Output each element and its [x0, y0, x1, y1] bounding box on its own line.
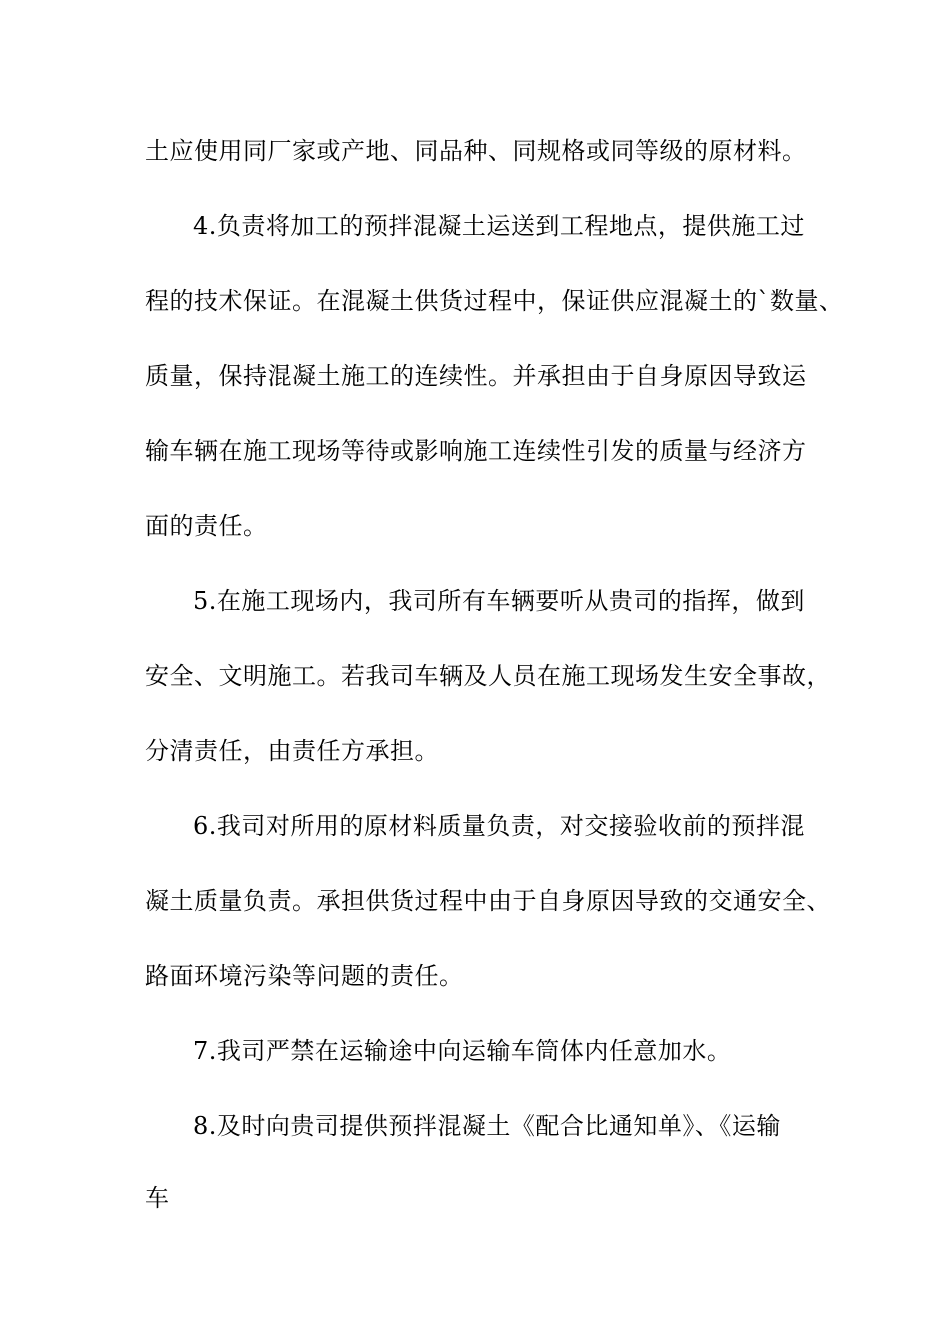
paragraph-line: 分清责任，由责任方承担。 [145, 737, 439, 765]
paragraph-line: 4.负责将加工的预拌混凝土运送到工程地点，提供施工过 [193, 212, 805, 240]
paragraph-line: 凝土质量负责。承担供货过程中由于自身原因导致的交通安全、 [145, 887, 831, 915]
paragraph-line: 程的技术保证。在混凝土供货过程中，保证供应混凝土的`数量、 [145, 287, 844, 315]
paragraph-line: 土应使用同厂家或产地、同品种、同规格或同等级的原材料。 [145, 137, 807, 165]
paragraph-line: 质量，保持混凝土施工的连续性。并承担由于自身原因导致运 [145, 362, 807, 390]
paragraph-line: 7.我司严禁在运输途中向运输车筒体内任意加水。 [193, 1037, 732, 1065]
paragraph-line: 8.及时向贵司提供预拌混凝土《配合比通知单》、《运输 [193, 1112, 781, 1140]
paragraph-line: 面的责任。 [145, 512, 268, 540]
paragraph-line: 输车辆在施工现场等待或影响施工连续性引发的质量与经济方 [145, 437, 807, 465]
paragraph-line: 车 [145, 1184, 170, 1212]
paragraph-line: 安全、文明施工。若我司车辆及人员在施工现场发生安全事故， [145, 662, 831, 690]
paragraph-line: 6.我司对所用的原材料质量负责，对交接验收前的预拌混 [193, 812, 805, 840]
paragraph-line: 路面环境污染等问题的责任。 [145, 962, 464, 990]
paragraph-line: 5.在施工现场内，我司所有车辆要听从贵司的指挥，做到 [193, 587, 805, 615]
